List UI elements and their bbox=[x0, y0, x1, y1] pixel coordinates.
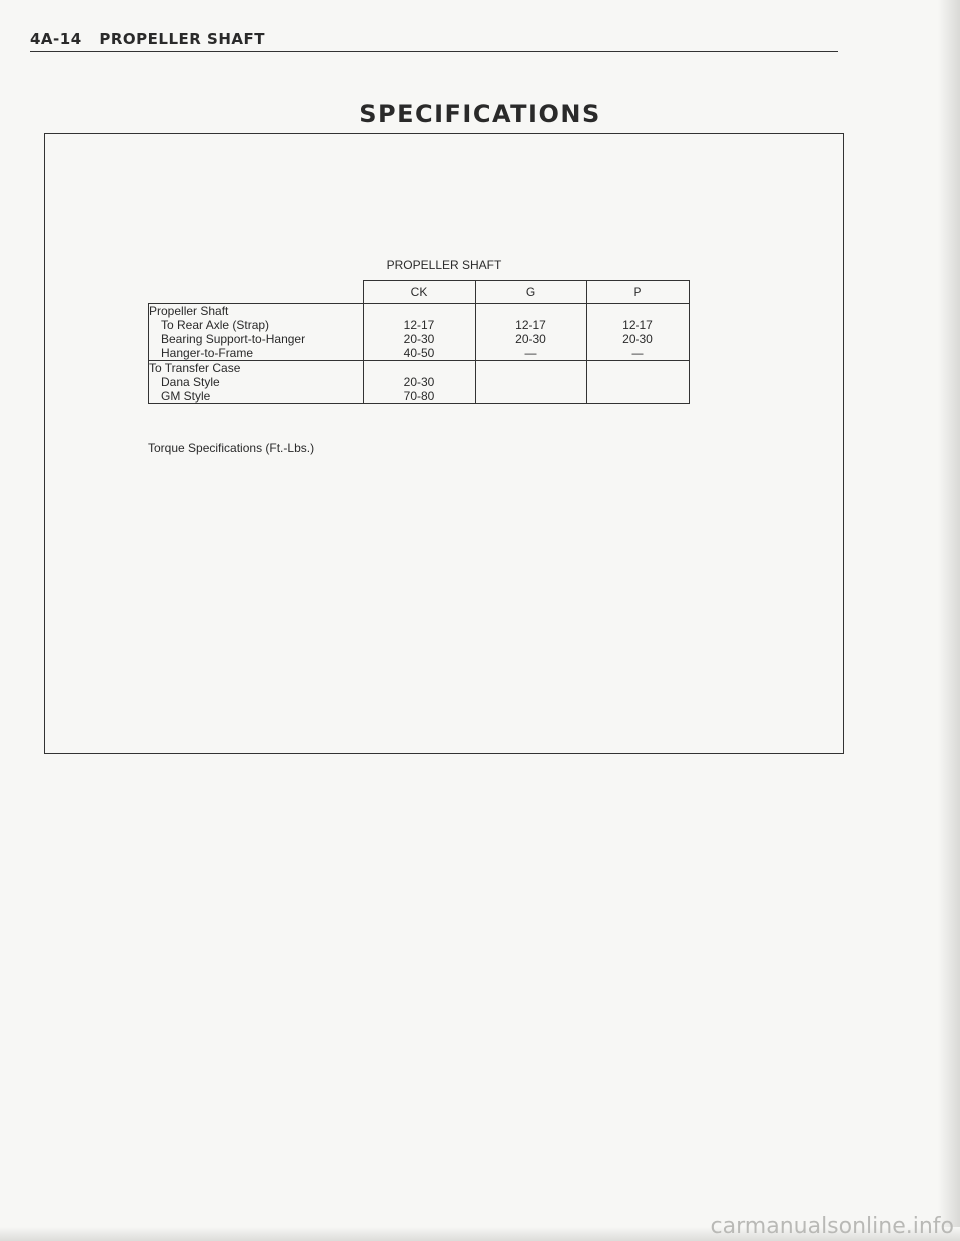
torque-spec-table bbox=[148, 280, 690, 404]
table-cell: 20-30 bbox=[622, 332, 653, 346]
ck-values-cell bbox=[363, 304, 475, 361]
scan-shadow-right bbox=[938, 0, 960, 1241]
row-label-cell bbox=[149, 304, 364, 361]
g-values-cell bbox=[475, 304, 586, 361]
table-cell: — bbox=[524, 346, 537, 360]
table-row-transfer-case bbox=[149, 361, 690, 404]
column-header-g: G bbox=[475, 281, 586, 304]
table-cell: 70-80 bbox=[403, 389, 435, 403]
page-title: SPECIFICATIONS bbox=[359, 100, 601, 128]
section-number: 4A-14 bbox=[30, 30, 82, 48]
row-label: Hanger-to-Frame bbox=[161, 346, 254, 360]
group-label: To Transfer Case bbox=[149, 361, 241, 375]
row-label: Dana Style bbox=[161, 375, 220, 389]
p-values-cell bbox=[586, 361, 689, 404]
g-values-cell bbox=[475, 361, 586, 404]
table-cell: — bbox=[631, 346, 644, 360]
table-cell: 12-17 bbox=[403, 318, 435, 332]
group-label: Propeller Shaft bbox=[149, 304, 229, 318]
table-cell: 20-30 bbox=[403, 375, 435, 389]
watermark: carmanualsonline.info bbox=[710, 1214, 954, 1239]
p-values-cell bbox=[586, 304, 689, 361]
row-label: To Rear Axle (Strap) bbox=[161, 318, 270, 332]
table-footnote: Torque Specifications (Ft.-Lbs.) bbox=[148, 441, 315, 455]
row-label-cell bbox=[149, 361, 364, 404]
row-label: Bearing Support-to-Hanger bbox=[161, 332, 306, 346]
table-row-propeller-shaft bbox=[149, 304, 690, 361]
page-header bbox=[30, 30, 838, 52]
table-caption: PROPELLER SHAFT bbox=[386, 258, 502, 272]
header-blank-cell bbox=[149, 281, 364, 304]
row-label: GM Style bbox=[161, 389, 211, 403]
section-title: PROPELLER SHAFT bbox=[99, 30, 266, 48]
ck-values-cell bbox=[363, 361, 475, 404]
table-cell: 12-17 bbox=[622, 318, 653, 332]
column-header-ck: CK bbox=[363, 281, 475, 304]
table-cell: 12-17 bbox=[515, 318, 546, 332]
table-cell: 20-30 bbox=[403, 332, 435, 346]
column-header-p: P bbox=[586, 281, 689, 304]
table-header-row bbox=[149, 281, 690, 304]
table-cell: 40-50 bbox=[403, 346, 435, 360]
table-cell: 20-30 bbox=[515, 332, 546, 346]
